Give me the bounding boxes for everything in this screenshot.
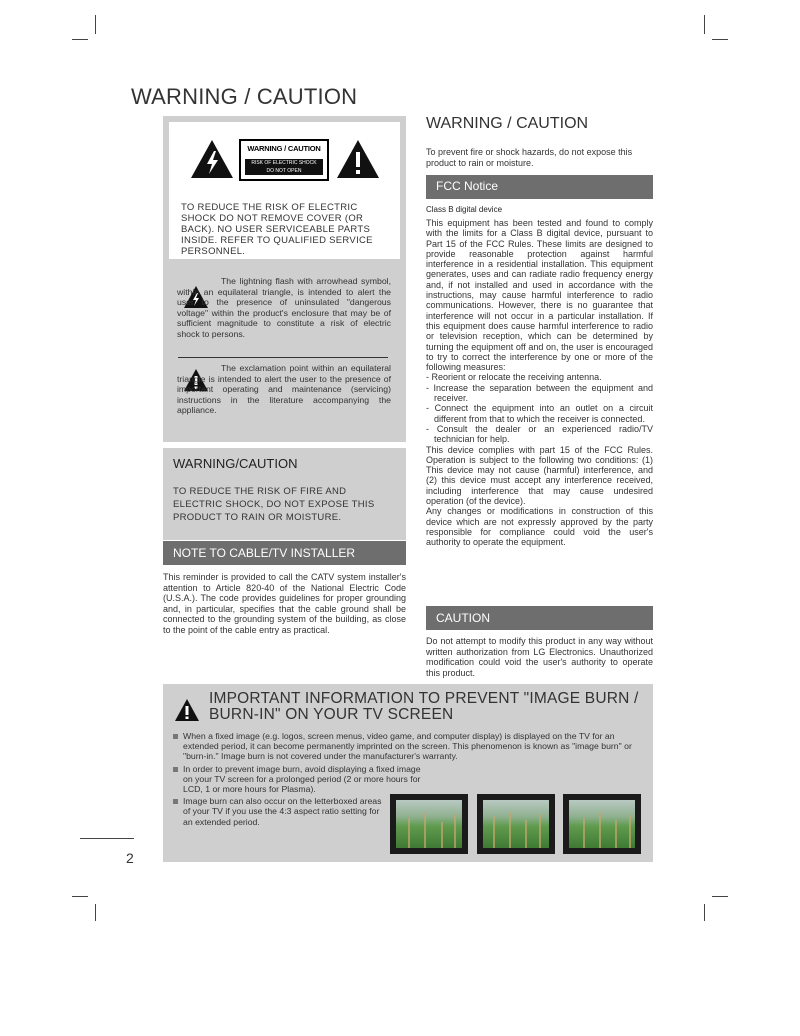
tv-screen-image	[477, 794, 555, 854]
caution-text: Do not attempt to modify this product in any way without written authorization from LG Electronics. Unauthorized modification could void the user's authority to operate this product.	[426, 636, 653, 678]
crop-mark	[712, 39, 728, 40]
divider	[178, 357, 388, 358]
exclamation-warning-icon	[336, 139, 380, 179]
caution-label-title: WARNING / CAUTION	[247, 144, 321, 153]
fcc-measure: - Increase the separation between the equipment and receiver.	[426, 382, 653, 404]
caution-label	[239, 139, 329, 181]
crop-mark	[704, 904, 705, 921]
caution-heading: CAUTION	[426, 606, 653, 630]
symbol-label-box	[169, 122, 400, 259]
caution-label-line-1: RISK OF ELECTRIC SHOCK	[251, 160, 317, 166]
class-b-label: Class B digital device	[426, 205, 503, 214]
grass-picture	[396, 800, 462, 848]
fcc-notice-body	[426, 218, 653, 548]
fcc-paragraph: This equipment has been tested and found to comply with the limits for a Class B digital device, pursuant to Part 15 of the FCC Rules. These limits are designed to provide reasonable protection against harmful interference in a residential installation. This equipment generates, uses and can radiate radio frequency energy and, if not installed and used in accordance with the instructions, may cause harmful interference to radio communications. However, there is no guarantee that interference will not occur in a particular installation. If this equipment does cause harmful interference to radio or television reception, which can be determined by turning the equipment off and on, the user is encouraged to try to correct the interference by one or more of the following measures:	[426, 218, 653, 373]
crop-mark	[704, 15, 705, 34]
crop-mark	[95, 904, 96, 921]
image-burn-title: IMPORTANT INFORMATION TO PREVENT "IMAGE BURN / BURN-IN" ON YOUR TV SCREEN	[209, 690, 639, 723]
fcc-measure: - Connect the equipment into an outlet on a circuit different from that to which the receiver is connected.	[426, 403, 653, 424]
fcc-paragraph: This device complies with part 15 of the FCC Rules. Operation is subject to the following two conditions: (1) This device may not cause (harmful) interference, and (2) this device must accept any interference received, including interference that may cause undesired operation (of the device).	[426, 444, 653, 507]
list-item: In order to prevent image burn, avoid displaying a fixed image on your TV screen for a prolonged period (2 or more hours for LCD, 1 or more hours for Plasma).	[171, 764, 421, 795]
intro-text: To prevent fire or shock hazards, do not expose this product to rain or moisture.	[426, 147, 633, 168]
lightning-description: The lightning flash with arrowhead symbol, within an equilateral triangle, is intended to alert the user to the presence of uninsulated "dangerous voltage" within the product's enclosure that may be of sufficient magnitude to constitute a risk of electric shock to persons.	[177, 276, 391, 339]
fcc-measure: - Reorient or relocate the receiving antenna.	[426, 372, 602, 383]
lightning-warning-icon	[190, 139, 234, 179]
page-title: WARNING / CAUTION	[131, 84, 358, 109]
section-title: WARNING / CAUTION	[426, 115, 589, 132]
crop-mark	[72, 39, 88, 40]
list-item: Image burn can also occur on the letterboxed areas of your TV if you use the 4:3 aspect ratio setting for an extended period.	[171, 796, 386, 827]
grass-picture	[569, 800, 635, 848]
shock-warning-text: TO REDUCE THE RISK OF ELECTRIC SHOCK DO NOT REMOVE COVER (OR BACK). NO USER SERVICEABLE PARTS INSIDE. REFER TO QUALIFIED SERVICE PERSONNEL.	[181, 202, 373, 257]
grass-picture	[483, 800, 549, 848]
tv-screen-image	[563, 794, 641, 854]
crop-mark	[712, 896, 728, 897]
fire-warning-heading: WARNING/CAUTION	[173, 456, 298, 471]
fire-warning-text: TO REDUCE THE RISK OF FIRE AND ELECTRIC SHOCK, DO NOT EXPOSE THIS PRODUCT TO RAIN OR MOISTURE.	[173, 486, 375, 523]
crop-mark	[95, 15, 96, 34]
fcc-paragraph: Any changes or modifications in construction of this device which are not expressly approved by the party responsible for compliance could void the user's authority to operate the equipment.	[426, 506, 653, 548]
installer-note-heading: NOTE TO CABLE/TV INSTALLER	[163, 541, 406, 565]
exclamation-warning-icon	[174, 698, 200, 722]
list-item: When a fixed image (e.g. logos, screen menus, video game, and computer display) is displayed on the TV for an extended period, it can become permanently imprinted on the screen. This phenomenon is known as "image burn" or "burn-in." Image burn is not covered under the manufacturer's warranty.	[171, 731, 648, 762]
exclamation-description: The exclamation point within an equilateral triangle is intended to alert the user to the presence of important operating and maintenance (servicing) instructions in the literature accompanying the appliance.	[177, 363, 391, 415]
fcc-notice-heading: FCC Notice	[426, 175, 653, 199]
image-burn-panel	[163, 684, 653, 862]
crop-mark	[72, 896, 88, 897]
page-number: 2	[126, 850, 134, 866]
caution-label-line-2: DO NOT OPEN	[266, 167, 302, 174]
safety-symbols-panel	[163, 116, 406, 442]
footer-rule	[80, 838, 134, 839]
caution-label-subtitle	[245, 159, 323, 175]
fcc-measure: - Consult the dealer or an experienced radio/TV technician for help.	[426, 423, 653, 445]
tv-screen-image	[390, 794, 468, 854]
fire-warning-box	[163, 448, 406, 540]
installer-note-text: This reminder is provided to call the CATV system installer's attention to Article 820-40 of the National Electric Code (U.S.A.). The code provides guidelines for proper grounding and, in particular, specifies that the cable ground shall be connected to the grounding system of the building, as close to the point of the cable entry as practical.	[163, 572, 406, 635]
